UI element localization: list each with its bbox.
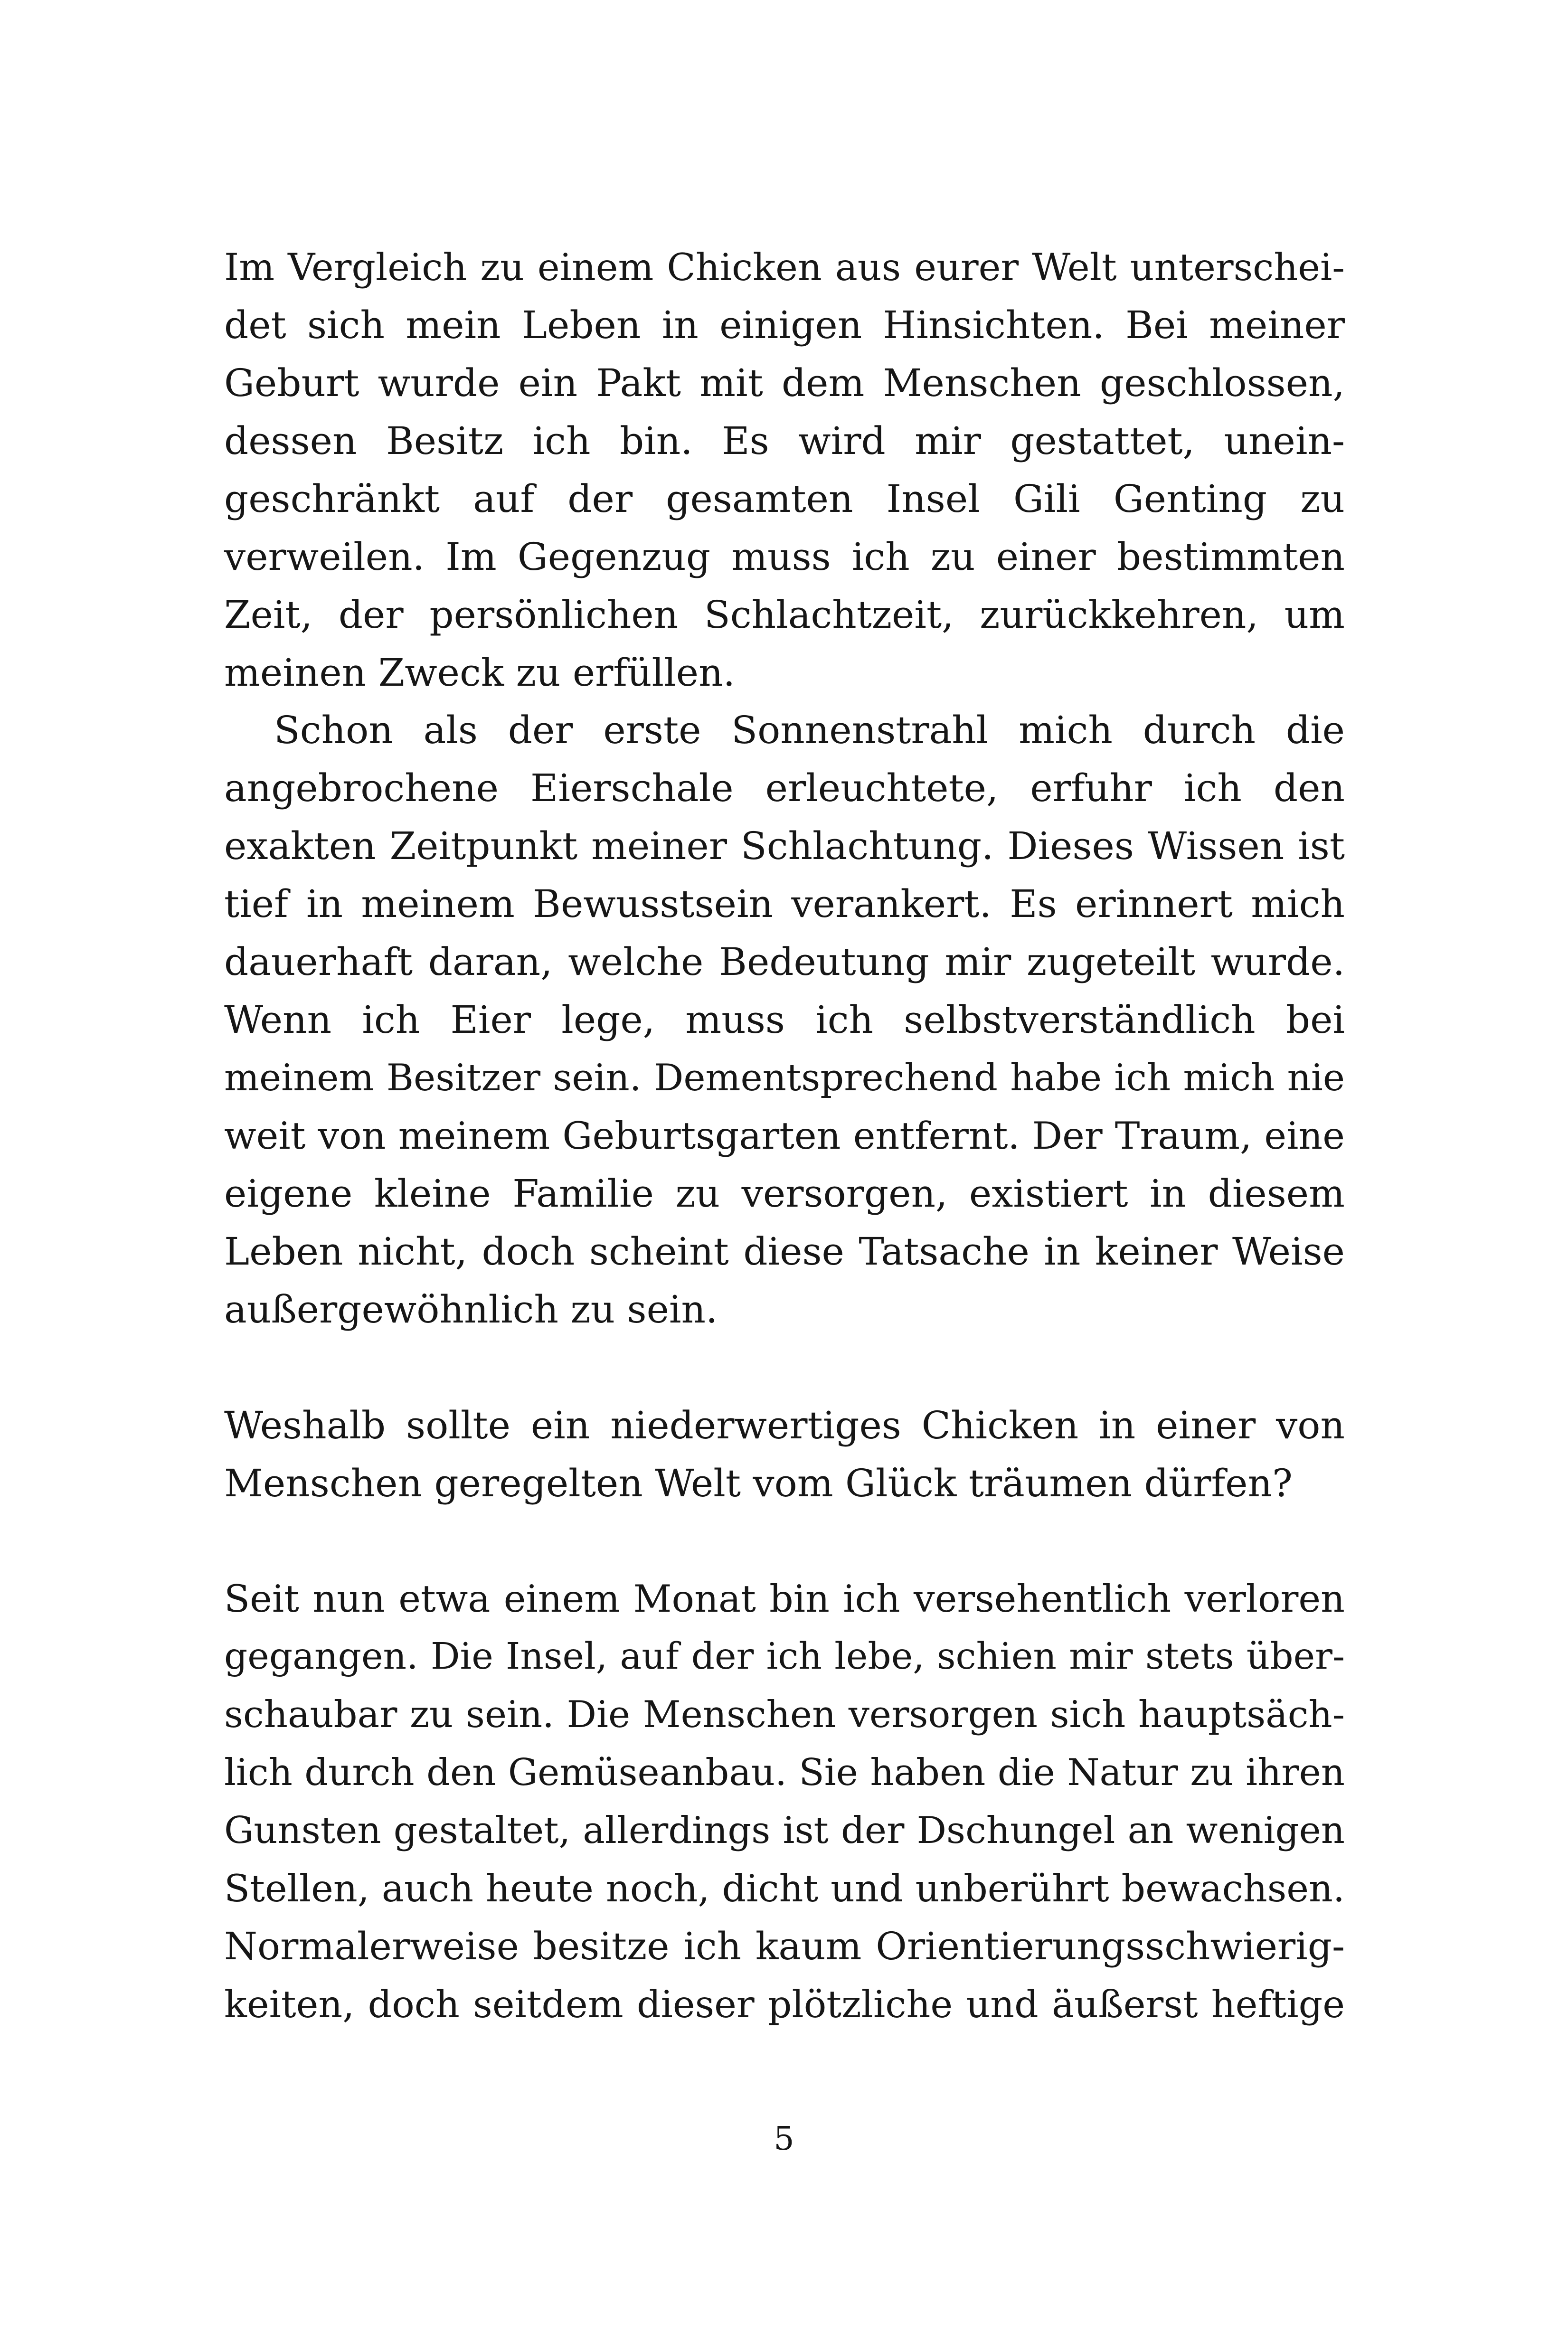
text-line: eigene kleine Familie zu versorgen, existiert in diesem bbox=[224, 1171, 1345, 1216]
text-line: Gunsten gestaltet, allerdings ist der Dschungel an wenigen bbox=[224, 1809, 1345, 1852]
text-line: angebrochene Eierschale erleuchtete, erfuhr ich den bbox=[224, 766, 1345, 810]
text-line: Seit nun etwa einem Monat bin ich versehentlich verloren bbox=[224, 1577, 1345, 1621]
text-line: gegangen. Die Insel, auf der ich lebe, schien mir stets über- bbox=[224, 1635, 1345, 1678]
page-number: 5 bbox=[774, 2120, 794, 2158]
text-line: meinen Zweck zu erfüllen. bbox=[224, 651, 736, 695]
text-line: dauerhaft daran, welche Bedeutung mir zugeteilt wurde. bbox=[224, 940, 1345, 984]
text-line: weit von meinem Geburtsgarten entfernt. Der Traum, eine bbox=[224, 1114, 1345, 1158]
text-line: keiten, doch seitdem dieser plötzliche und äußerst heftige bbox=[224, 1983, 1345, 2026]
text-line: tief in meinem Bewusstsein verankert. Es erinnert mich bbox=[224, 882, 1345, 926]
text-line: Menschen geregelten Welt vom Glück träumen dürfen? bbox=[224, 1461, 1293, 1505]
text-line: meinem Besitzer sein. Dementsprechend habe ich mich nie bbox=[224, 1057, 1345, 1099]
text-line: Zeit, der persönlichen Schlachtzeit, zurückkehren, um bbox=[224, 593, 1345, 637]
text-line: Leben nicht, doch scheint diese Tatsache in keiner Weise bbox=[224, 1229, 1345, 1274]
paragraph-4 bbox=[224, 1570, 1345, 2033]
text-line: verweilen. Im Gegenzug muss ich zu einer bestimmten bbox=[224, 535, 1345, 579]
text-line: Im Vergleich zu einem Chicken aus eurer Welt unterschei- bbox=[224, 246, 1345, 289]
text-line: Stellen, auch heute noch, dicht und unberührt bewachsen. bbox=[224, 1867, 1345, 1910]
paragraph-2 bbox=[224, 701, 1345, 1339]
text-line: exakten Zeitpunkt meiner Schlachtung. Dieses Wissen ist bbox=[224, 824, 1345, 868]
paragraph-3 bbox=[224, 1397, 1345, 1512]
paragraph-1 bbox=[224, 238, 1345, 702]
text-line: Weshalb sollte ein niederwertiges Chicken in einer von bbox=[224, 1403, 1345, 1447]
text-line: schaubar zu sein. Die Menschen versorgen sich hauptsäch- bbox=[224, 1693, 1345, 1736]
text-line: geschränkt auf der gesamten Insel Gili Genting zu bbox=[224, 477, 1345, 521]
text-line: Normalerweise besitze ich kaum Orientierungsschwierig- bbox=[224, 1924, 1345, 1968]
text-line: außergewöhnlich zu sein. bbox=[224, 1287, 718, 1332]
text-line: Wenn ich Eier lege, muss ich selbstverständlich bei bbox=[224, 998, 1345, 1042]
text-line: Schon als der erste Sonnenstrahl mich durch die bbox=[274, 708, 1345, 752]
text-line: Geburt wurde ein Pakt mit dem Menschen geschlossen, bbox=[224, 361, 1345, 405]
text-line: dessen Besitz ich bin. Es wird mir gestattet, unein- bbox=[224, 419, 1345, 463]
text-line: det sich mein Leben in einigen Hinsichten. Bei meiner bbox=[224, 303, 1345, 347]
text-line: lich durch den Gemüseanbau. Sie haben die Natur zu ihren bbox=[224, 1751, 1345, 1794]
